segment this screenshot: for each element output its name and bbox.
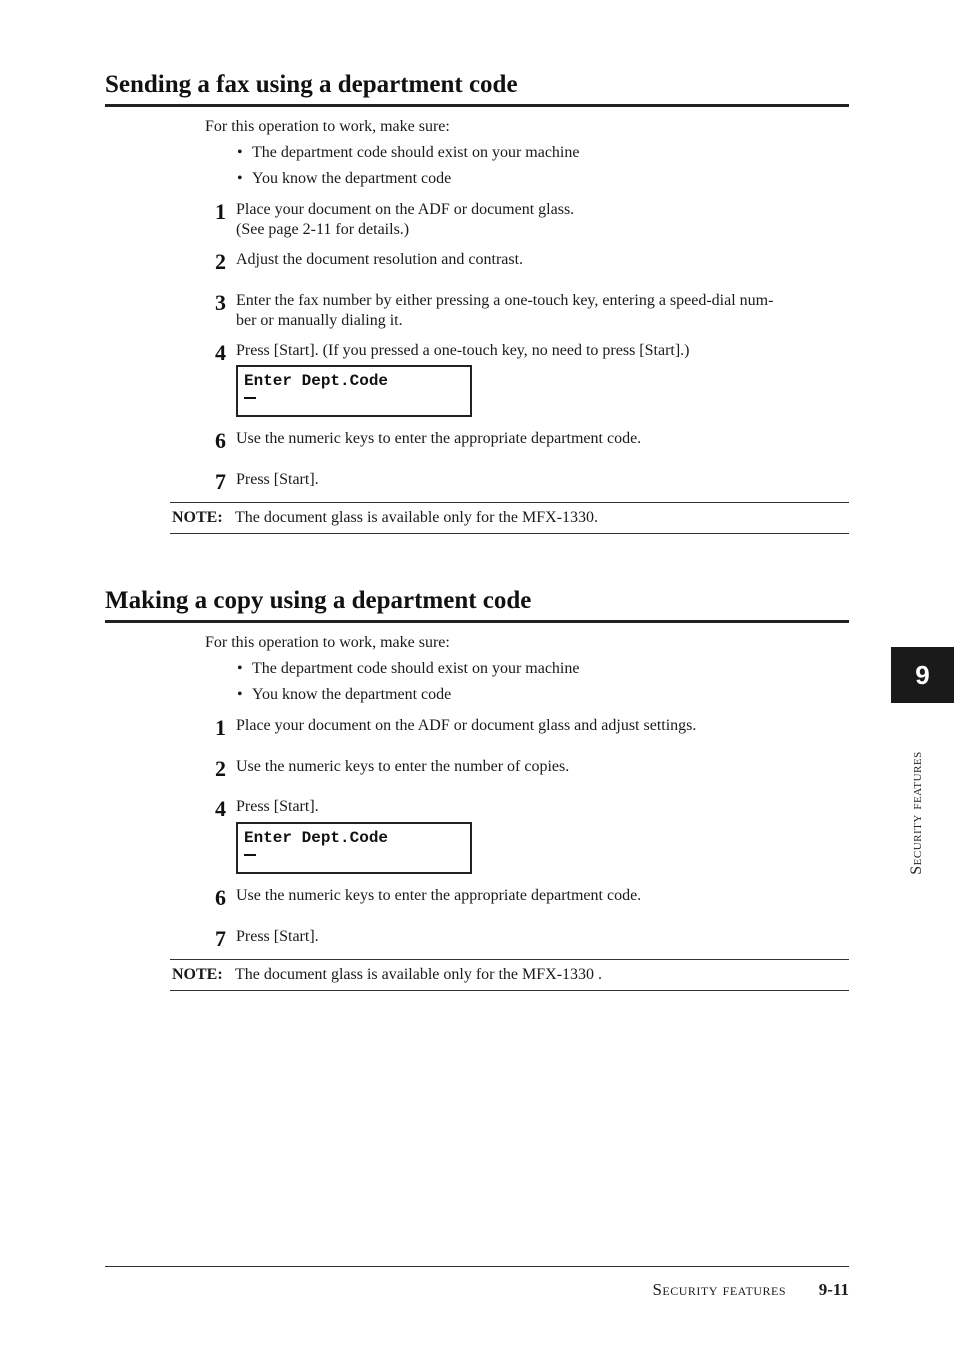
step-number: 1	[215, 199, 226, 224]
note-text: The document glass is available only for the MFX-1330 .	[235, 966, 603, 983]
note-box	[170, 959, 849, 991]
footer-section-label: Security features	[652, 1280, 786, 1299]
section-title-sending-fax: Sending a fax using a department code	[105, 71, 518, 98]
note-label: NOTE:	[172, 966, 223, 983]
lcd-text: Enter Dept.Code	[244, 829, 389, 847]
step-number: 7	[215, 926, 226, 951]
note-label: NOTE:	[172, 509, 223, 526]
note-box	[170, 502, 849, 534]
step-text: Adjust the document resolution and contrast.	[236, 251, 524, 268]
step-number: 3	[215, 290, 226, 315]
step-text: Press [Start].	[236, 471, 319, 488]
lcd-cursor	[244, 854, 256, 856]
footer-rule	[105, 1266, 849, 1267]
step-text: Use the numeric keys to enter the appropriate department code.	[236, 430, 642, 447]
chapter-tab: 9	[891, 647, 954, 703]
step-text: Press [Start]. (If you pressed a one-touch key, no need to press [Start].)	[236, 342, 690, 359]
bullet-item: You know the department code	[252, 170, 452, 187]
bullet-icon: •	[237, 686, 243, 703]
footer-page-number: 9-11	[818, 1280, 849, 1299]
step-text: Use the numeric keys to enter the number of copies.	[236, 758, 570, 775]
bullet-icon: •	[237, 144, 243, 161]
step-number: 4	[215, 340, 226, 365]
step-number: 4	[215, 796, 226, 821]
step-text: Place your document on the ADF or document glass. (See page 2-11 for details.)	[236, 201, 575, 238]
intro-text: For this operation to work, make sure:	[205, 118, 450, 135]
lcd-cursor	[244, 397, 256, 399]
bullet-icon: •	[237, 170, 243, 187]
note-text: The document glass is available only for the MFX-1330.	[235, 509, 599, 526]
step-text: Use the numeric keys to enter the appropriate department code.	[236, 887, 642, 904]
lcd-text: Enter Dept.Code	[244, 372, 389, 390]
step-number: 1	[215, 715, 226, 740]
step-number: 2	[215, 249, 226, 274]
step-text: Press [Start].	[236, 798, 319, 815]
lcd-display	[236, 822, 472, 874]
step-number: 7	[215, 469, 226, 494]
step-number: 6	[215, 885, 226, 910]
heading-rule	[105, 104, 849, 107]
bullet-item: The department code should exist on your machine	[252, 660, 580, 677]
bullet-icon: •	[237, 660, 243, 677]
step-text: Enter the fax number by either pressing a one-touch key, entering a speed-dial num- ber or manually dialing it.	[236, 292, 774, 329]
bullet-item: The department code should exist on your machine	[252, 144, 580, 161]
step-text: Press [Start].	[236, 928, 319, 945]
step-number: 2	[215, 756, 226, 781]
intro-text: For this operation to work, make sure:	[205, 634, 450, 651]
lcd-display	[236, 365, 472, 417]
step-number: 6	[215, 428, 226, 453]
bullet-item: You know the department code	[252, 686, 452, 703]
section-title-making-copy: Making a copy using a department code	[105, 587, 532, 614]
chapter-side-label	[905, 720, 929, 905]
chapter-side-label-text: Security features	[908, 750, 925, 875]
heading-rule	[105, 620, 849, 623]
step-text: Place your document on the ADF or document glass and adjust settings.	[236, 717, 697, 734]
